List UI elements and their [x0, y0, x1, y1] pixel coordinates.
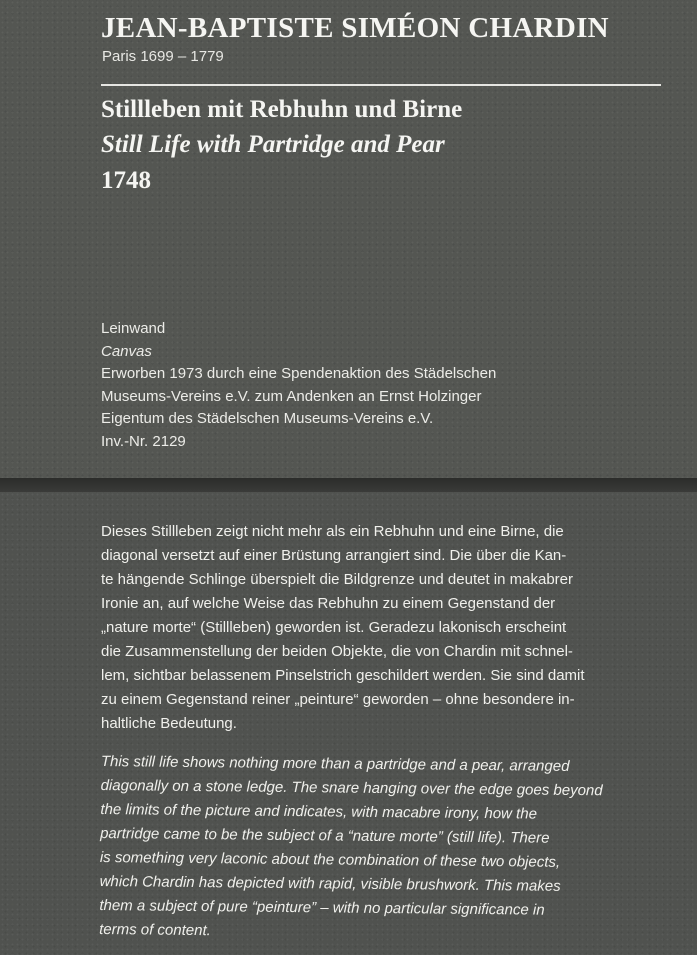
artist-life-dates: Paris 1699 – 1779: [102, 48, 224, 65]
ownership-line: Eigentum des Städelschen Museums-Vereins e.V.: [101, 410, 434, 427]
description-line: haltliche Bedeutung.: [101, 715, 237, 732]
description-line: them a subject of pure “peinture” – with no particular significance in: [99, 896, 545, 919]
description-line: die Zusammenstellung der beiden Objekte, die von Chardin mit schnel-: [101, 643, 573, 660]
description-english: [99, 750, 646, 948]
artwork-title-english: Still Life with Partridge and Pear: [101, 131, 445, 158]
description-line: „nature morte“ (Stillleben) geworden ist. Geradezu lakonisch erscheint: [101, 619, 567, 636]
description-line: terms of content.: [99, 920, 211, 940]
description-line: which Chardin has depicted with rapid, visible brushwork. This makes: [99, 872, 561, 895]
inventory-number: Inv.-Nr. 2129: [101, 432, 186, 450]
description-line: lem, sichtbar belassenem Pinselstrich geschildert werden. Sie sind damit: [101, 667, 585, 684]
acquisition-line-2: Museums-Vereins e.V. zum Andenken an Ernst Holzinger: [101, 387, 482, 405]
acquisition-line-1: Erworben 1973 durch eine Spendenaktion des Städelschen: [101, 365, 497, 382]
artwork-year: 1748: [101, 167, 151, 194]
description-line: diagonal versetzt auf einer Brüstung arrangiert sind. Die über die Kan-: [101, 547, 567, 564]
medium-german: Leinwand: [101, 320, 166, 337]
label-gap-shadow: [0, 478, 697, 492]
description-line: This still life shows nothing more than a partridge and a pear, arranged: [100, 752, 570, 775]
artist-name: JEAN-BAPTISTE SIMÉON CHARDIN: [101, 12, 609, 44]
description-line: te hängende Schlinge überspielt die Bildgrenze und deutet in makabrer: [101, 571, 573, 588]
artwork-details: [101, 318, 496, 453]
description-line: partridge came to be the subject of a “nature morte” (still life). There: [100, 824, 550, 847]
description-german: [101, 520, 646, 736]
description-line: Dieses Stillleben zeigt nicht mehr als ein Rebhuhn und eine Birne, die: [101, 523, 564, 540]
description-line: diagonally on a stone ledge. The snare hanging over the edge goes beyond: [100, 776, 603, 800]
medium-english: Canvas: [101, 342, 152, 360]
divider-rule: [101, 84, 661, 86]
description-line: is something very laconic about the combination of these two objects,: [99, 848, 561, 871]
description-line: the limits of the picture and indicates, with macabre irony, how the: [100, 800, 538, 823]
description-line: zu einem Gegenstand reiner „peinture“ geworden – ohne besondere in-: [101, 691, 575, 708]
artwork-title-german: Stillleben mit Rebhuhn und Birne: [101, 96, 463, 123]
description-line: Ironie an, auf welche Weise das Rebhuhn zu einem Gegenstand der: [101, 595, 556, 612]
